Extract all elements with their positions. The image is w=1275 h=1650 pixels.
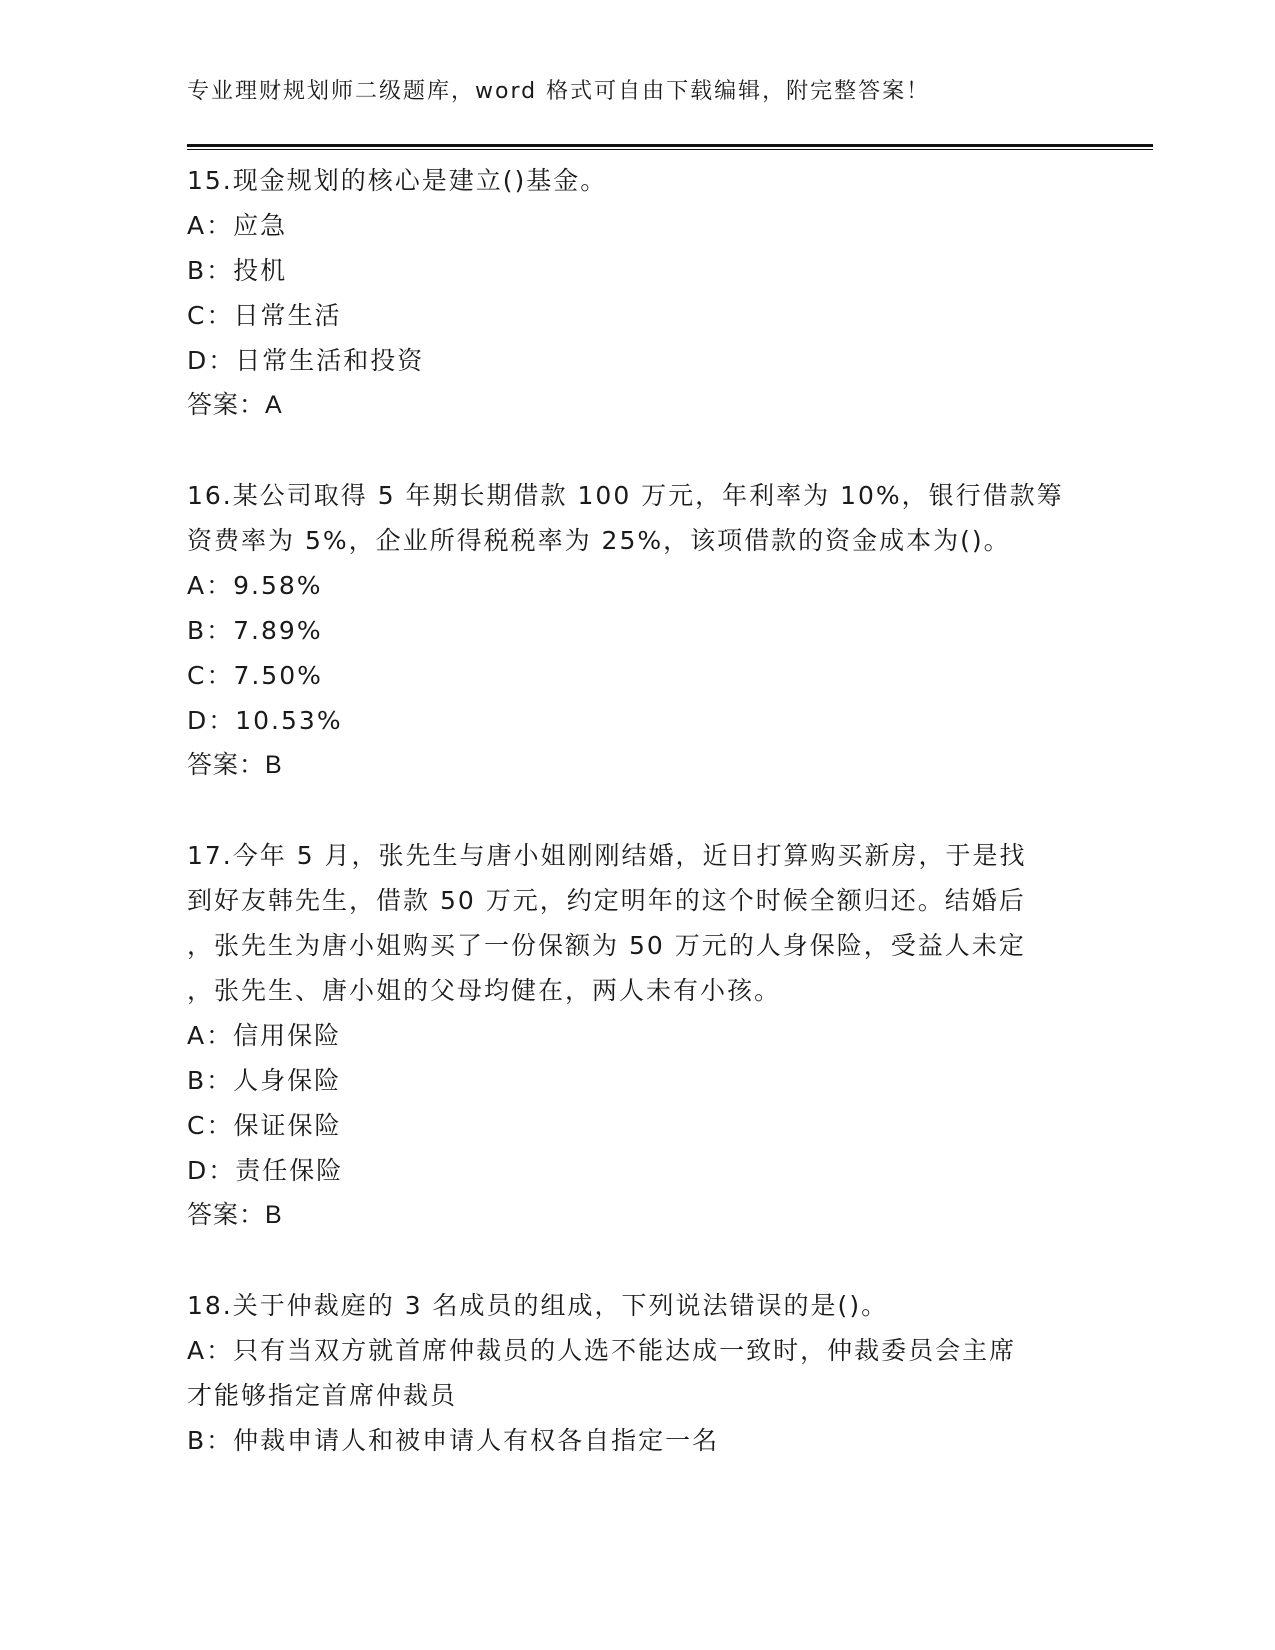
- page-header: 专业理财规划师二级题库，word 格式可自由下载编辑，附完整答案！: [187, 79, 931, 104]
- spacer: [187, 428, 1087, 473]
- question-text: 资费率为 5%，企业所得税税率为 25%，该项借款的资金成本为()。: [187, 526, 1011, 555]
- question-text: 到好友韩先生，借款 50 万元，约定明年的这个时候全额归还。结婚后: [187, 886, 1026, 915]
- question-text: 16.某公司取得 5 年期长期借款 100 万元，年利率为 10%，银行借款筹: [187, 481, 1064, 510]
- option-a: A：信用保险: [187, 1021, 342, 1050]
- option-b: B：7.89%: [187, 616, 323, 645]
- option-c: C：保证保险: [187, 1111, 342, 1140]
- option-d: D：责任保险: [187, 1156, 344, 1185]
- question-15: [187, 158, 1087, 428]
- option-a: A：9.58%: [187, 571, 323, 600]
- question-text: ，张先生为唐小姐购买了一份保额为 50 万元的人身保险，受益人未定: [187, 931, 1026, 960]
- answer: 答案：A: [187, 391, 283, 419]
- header-rule-thin: [187, 149, 1153, 150]
- question-16: [187, 473, 1087, 788]
- question-text: 18.关于仲裁庭的 3 名成员的组成，下列说法错误的是()。: [187, 1291, 889, 1320]
- question-18: [187, 1283, 1087, 1463]
- answer: 答案：B: [187, 1201, 283, 1229]
- option-d: D：10.53%: [187, 706, 343, 735]
- option-b: B：仲裁申请人和被申请人有权各自指定一名: [187, 1426, 720, 1455]
- option-a: A：只有当双方就首席仲裁员的人选不能达成一致时，仲裁委员会主席: [187, 1336, 1017, 1365]
- header-rule-thick: [187, 144, 1153, 147]
- question-text: ，张先生、唐小姐的父母均健在，两人未有小孩。: [187, 976, 782, 1005]
- question-text: 17.今年 5 月，张先生与唐小姐刚刚结婚，近日打算购买新房，于是找: [187, 841, 1027, 870]
- option-a: A：应急: [187, 211, 288, 240]
- option-c: C：日常生活: [187, 301, 342, 330]
- question-17: [187, 833, 1087, 1238]
- question-text: 15.现金规划的核心是建立()基金。: [187, 166, 608, 195]
- answer: 答案：B: [187, 751, 283, 779]
- option-d: D：日常生活和投资: [187, 346, 425, 375]
- option-c: C：7.50%: [187, 661, 323, 690]
- question-list: [187, 158, 1087, 1463]
- spacer: [187, 1238, 1087, 1283]
- spacer: [187, 788, 1087, 833]
- option-b: B：人身保险: [187, 1066, 342, 1095]
- option-b: B：投机: [187, 256, 288, 285]
- option-a-continued: 才能够指定首席仲裁员: [187, 1381, 458, 1410]
